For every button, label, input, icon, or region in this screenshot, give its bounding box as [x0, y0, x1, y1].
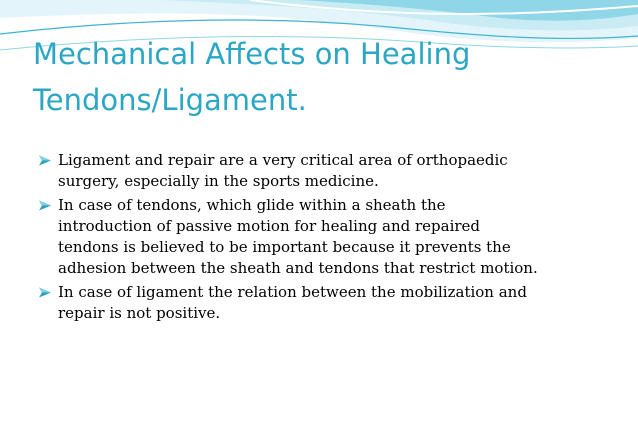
bullet-text: In case of ligament the relation between the mobilization and repair is not positive.	[58, 283, 527, 322]
bullet-list	[38, 150, 538, 327]
bullet-item	[38, 195, 538, 279]
bullet-item	[38, 282, 538, 324]
slide-title: Mechanical Affects on Healing Tendons/Ligament.	[33, 37, 471, 117]
arrowhead-bullet-icon	[38, 287, 52, 298]
bullet-item	[38, 150, 538, 192]
arrowhead-bullet-icon	[38, 200, 52, 211]
arrowhead-bullet-icon	[38, 155, 52, 166]
bullet-text: In case of tendons, which glide within a sheath the introduction of passive motion for healing and repaired tendons is believed to be important because it prevents the adhesion between the sheath and tendons that restrict motion.	[58, 196, 538, 277]
bullet-text: Ligament and repair are a very critical area of orthopaedic surgery, especially in the sports medicine.	[58, 151, 508, 190]
